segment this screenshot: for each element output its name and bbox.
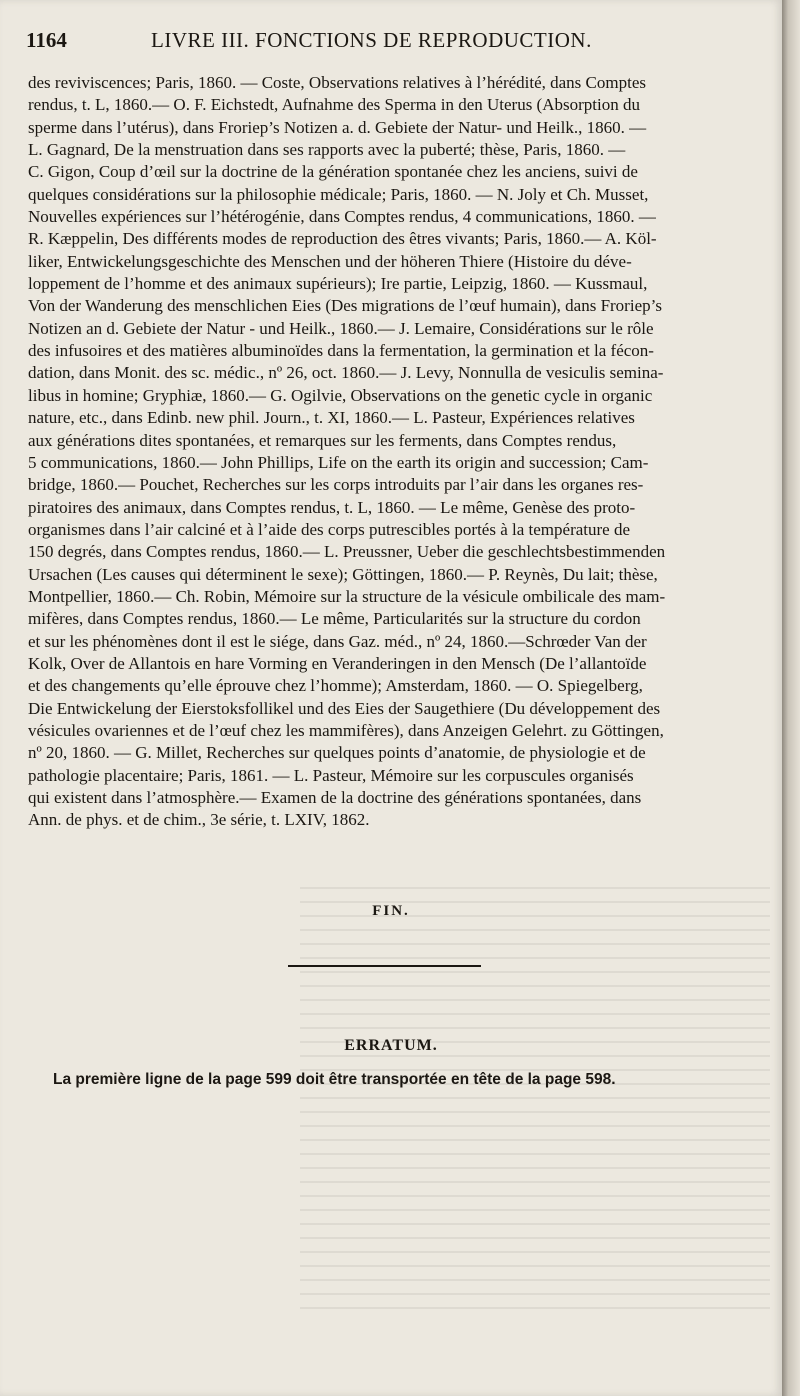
text-line: qui existent dans l’atmosphère.— Examen de la doctrine des générations spontanées, dans — [28, 788, 642, 807]
text-line: loppement de l’homme et des animaux supérieurs); Ire partie, Leipzig, 1860. — Kussmaul, — [28, 274, 648, 294]
erratum-text: La première ligne de la page 599 doit être transportée en tête de la page 598. — [53, 1071, 616, 1088]
text-line: dation, dans Monit. des sc. médic., nº 26, oct. 1860.— J. Levy, Nonnulla de vesiculis semina- — [28, 363, 664, 383]
text-line: 150 degrés, dans Comptes rendus, 1860.— L. Preussner, Ueber die geschlechtsbestimmenden — [28, 542, 666, 562]
text-line: libus in homine; Gryphiæ, 1860.— G. Ogilvie, Observations on the genetic cycle in organic — [28, 385, 653, 405]
text-line: Kolk, Over de Allantois en hare Vorming en Veranderingen in den Mensch (De l’allantoïde — [28, 653, 647, 673]
text-line: Nouvelles expériences sur l’hétérogénie, dans Comptes rendus, 4 communications, 1860. — — [28, 207, 656, 227]
text-line: piratoires des animaux, dans Comptes rendus, t. L, 1860. — Le même, Genèse des proto- — [28, 497, 636, 517]
text-line: des reviviscences; Paris, 1860. — Coste, Observations relatives à l’hérédité, dans Comptes — [28, 73, 646, 92]
text-line: Notizen an d. Gebiete der Natur - und Heilk., 1860.— J. Lemaire, Considérations sur le rôle — [28, 318, 654, 338]
text-line: liker, Entwickelungsgeschichte des Menschen und der höheren Thiere (Histoire du déve- — [28, 251, 632, 271]
text-line: nº 20, 1860. — G. Millet, Recherches sur quelques points d’anatomie, de physiologie et de — [28, 743, 646, 763]
page-number: 1164 — [26, 28, 67, 52]
text-line: rendus, t. L, 1860.— O. F. Eichstedt, Aufnahme des Sperma in den Uterus (Absorption du — [28, 95, 640, 115]
text-line: nature, etc., dans Edinb. new phil. Journ., t. XI, 1860.— L. Pasteur, Expériences relatives — [28, 408, 635, 428]
page-header — [26, 28, 746, 58]
text-line: et des changements qu’elle éprouve chez l’homme); Amsterdam, 1860. — O. Spiegelberg, — [28, 676, 643, 696]
fin-label: FIN. — [372, 903, 410, 919]
text-line: des infusoires et des matières albuminoïdes dans la fermentation, la germination et la fécon- — [28, 341, 654, 361]
running-head: LIVRE III. FONCTIONS DE REPRODUCTION. — [151, 28, 592, 52]
text-line: L. Gagnard, De la menstruation dans ses rapports avec la puberté; thèse, Paris, 1860. — — [28, 140, 626, 160]
text-line: organismes dans l’air calciné et à l’aide des corps putrescibles portés à la température de — [28, 519, 630, 539]
text-line: Ann. de phys. et de chim., 3e série, t. LXIV, 1862. — [28, 810, 370, 830]
text-line: sperme dans l’utérus), dans Froriep’s Notizen a. d. Gebiete der Natur- und Heilk., 1860. — — [28, 117, 647, 137]
text-line: 5 communications, 1860.— John Phillips, Life on the earth its origin and succession; Cam- — [28, 452, 649, 472]
text-line: mifères, dans Comptes rendus, 1860.— Le même, Particularités sur la structure du cordon — [28, 609, 641, 629]
text-line: vésicules ovariennes et de l’œuf chez les mammifères), dans Anzeigen Gelehrt. zu Göttingen, — [28, 720, 664, 740]
bibliography-text — [28, 72, 738, 832]
text-line: pathologie placentaire; Paris, 1861. — L. Pasteur, Mémoire sur les corpuscules organisés — [28, 765, 634, 785]
text-line: Ursachen (Les causes qui déterminent le sexe); Göttingen, 1860.— P. Reynès, Du lait; thèse, — [28, 564, 658, 584]
page-edge — [782, 0, 800, 1396]
text-line: quelques considérations sur la philosophie médicale; Paris, 1860. — N. Joly et Ch. Musset, — [28, 184, 649, 204]
text-line: et sur les phénomènes dont il est le siége, dans Gaz. méd., nº 24, 1860.—Schrœder Van der — [28, 631, 647, 651]
text-line: bridge, 1860.— Pouchet, Recherches sur les corps introduits par l’air dans les organes res- — [28, 475, 644, 495]
text-line: C. Gigon, Coup d’œil sur la doctrine de la génération spontanée chez les anciens, suivi de — [28, 162, 638, 182]
separator-rule — [288, 965, 481, 967]
show-through-texture — [300, 875, 770, 1315]
text-line: Die Entwickelung der Eierstoksfollikel und des Eies der Saugethiere (Du développement des — [28, 698, 661, 718]
erratum-title: ERRATUM. — [344, 1037, 438, 1054]
text-line: Von der Wanderung des menschlichen Eies (Des migrations de l’œuf humain), dans Froriep’s — [28, 296, 662, 316]
text-line: Montpellier, 1860.— Ch. Robin, Mémoire sur la structure de la vésicule ombilicale des mam- — [28, 586, 666, 606]
text-line: aux générations dites spontanées, et remarques sur les ferments, dans Comptes rendus, — [28, 430, 617, 450]
text-line: R. Kæppelin, Des différents modes de reproduction des êtres vivants; Paris, 1860.— A. Köl- — [28, 229, 657, 249]
